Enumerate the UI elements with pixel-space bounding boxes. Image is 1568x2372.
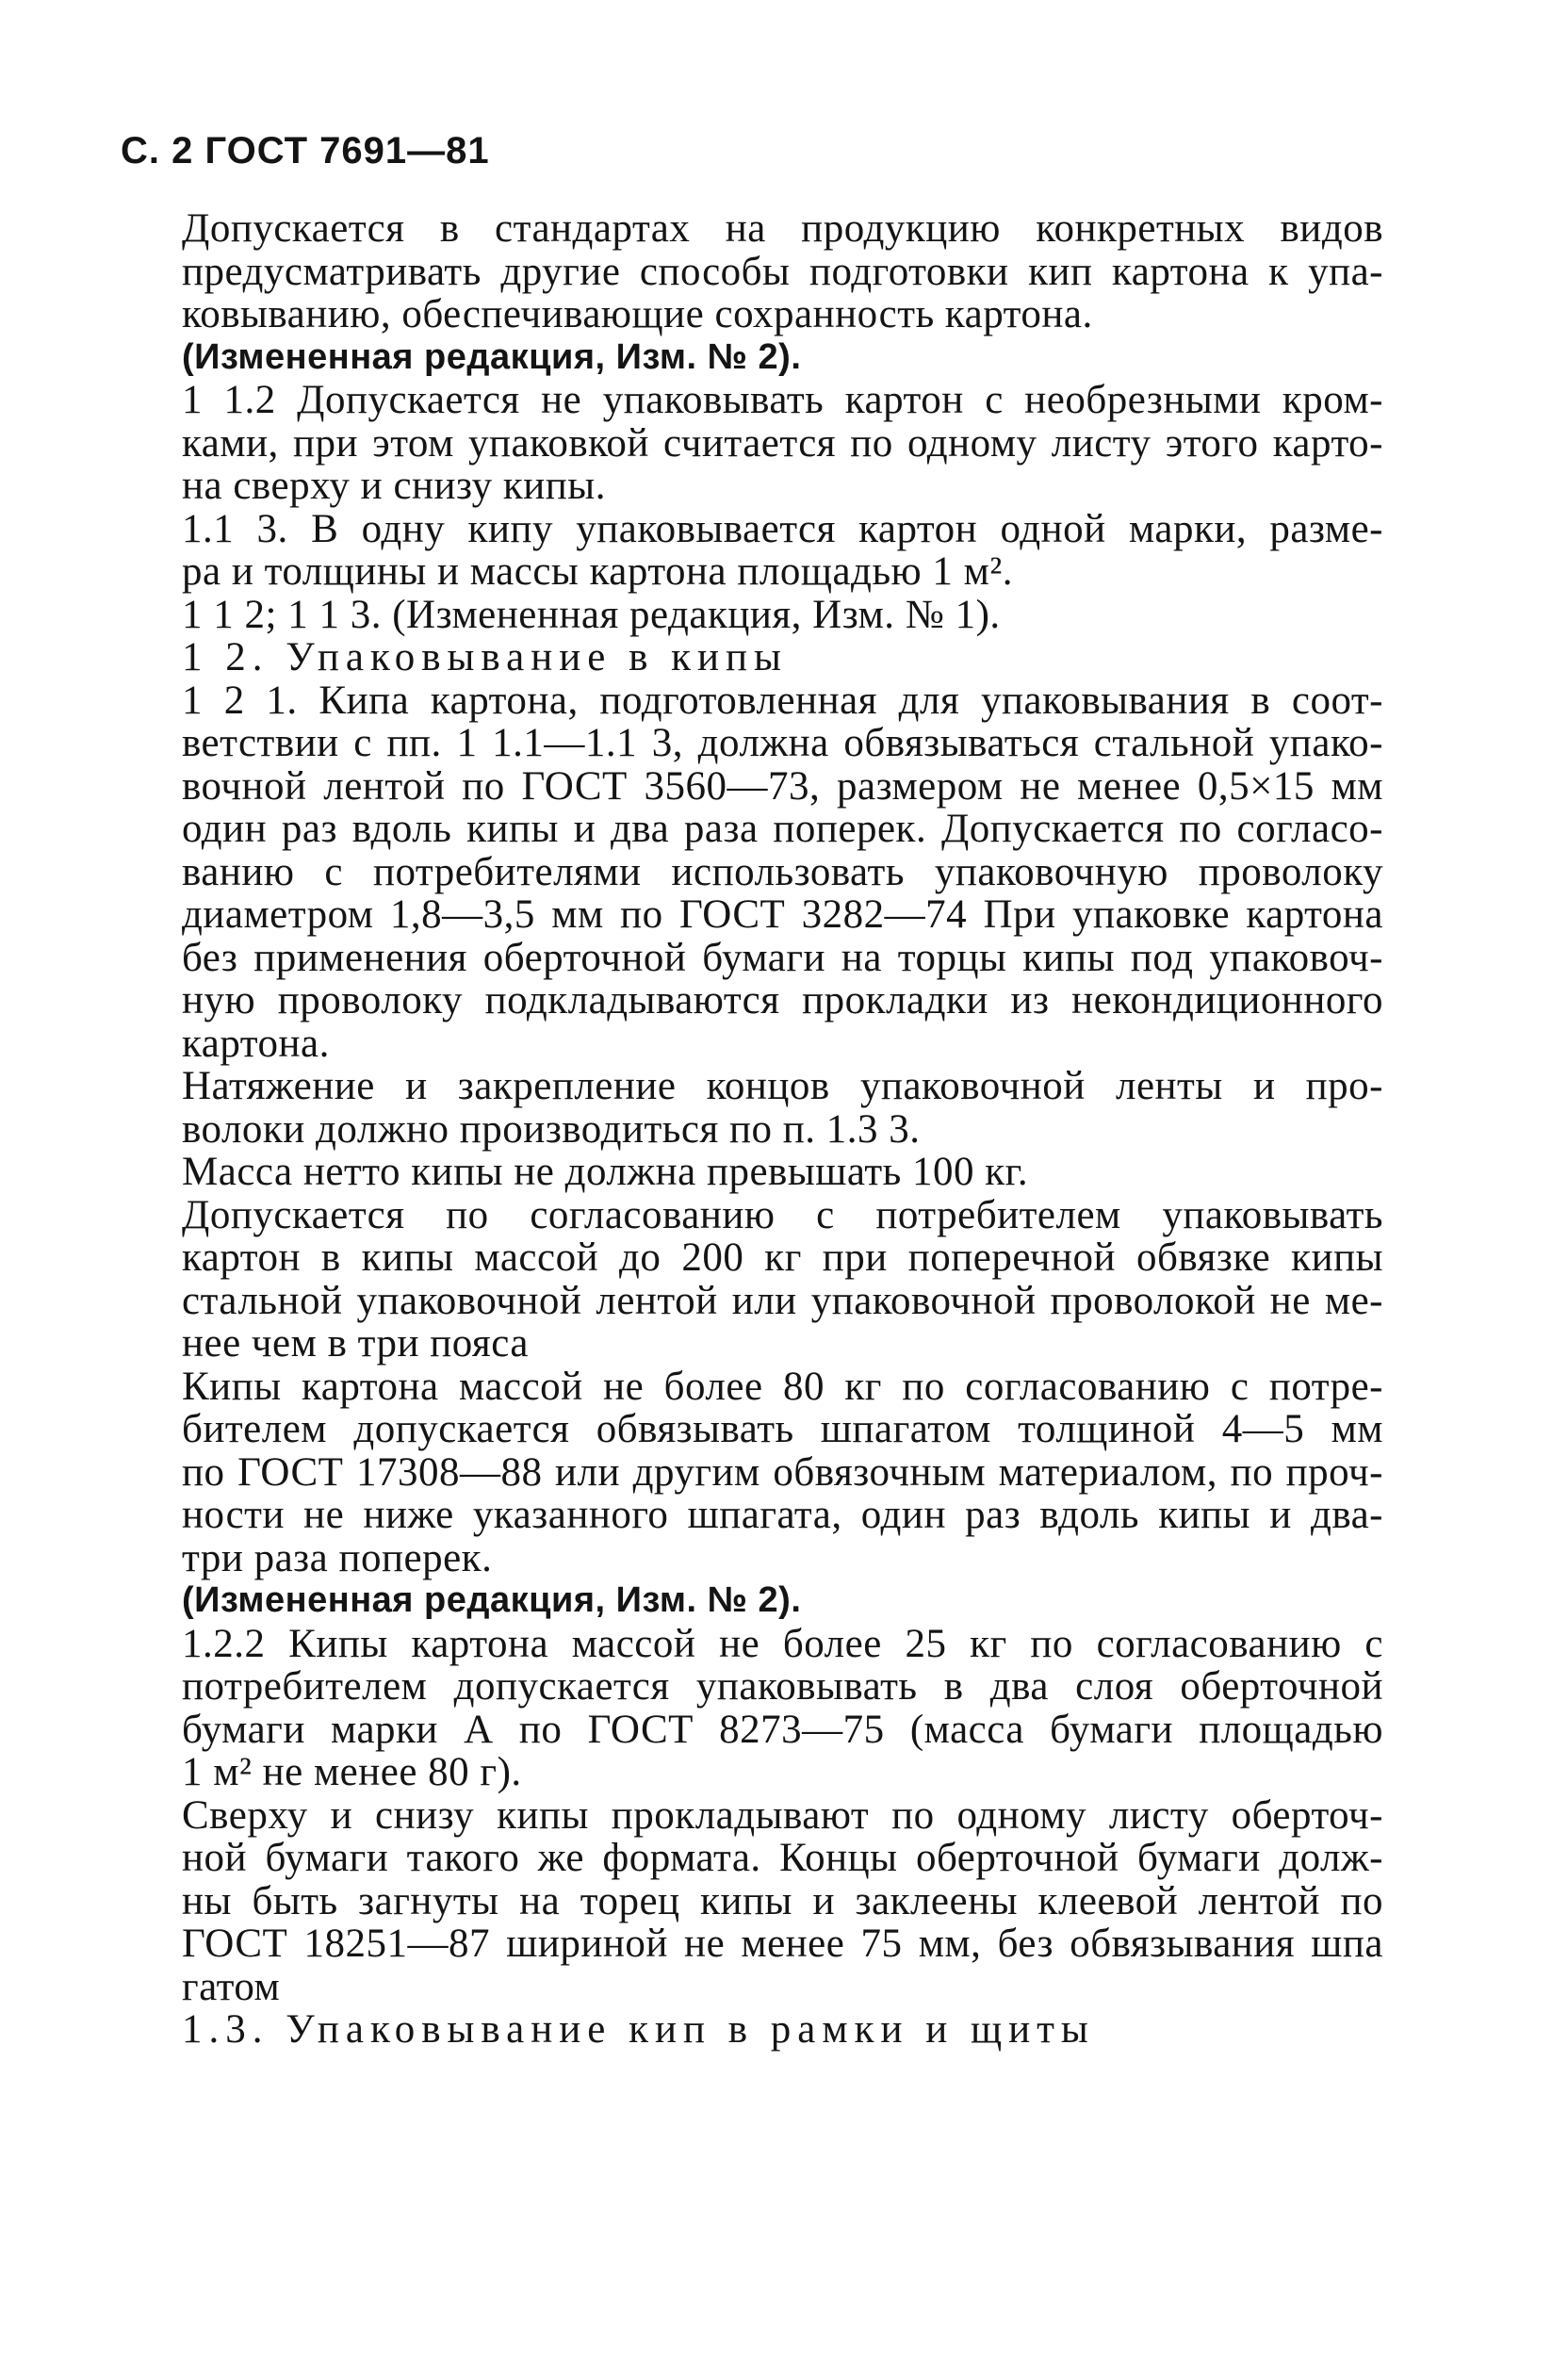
text-line: 1.2.2 Кипы картона массой не более 25 кг по согласованию с: [182, 1621, 1383, 1666]
text-line: 1 1 2; 1 1 3. (Измененная редакция, Изм. № 1).: [182, 592, 1001, 637]
text-line: бумаги марки А по ГОСТ 8273—75 (масса бумаги площадью: [182, 1707, 1383, 1752]
text-line: картона.: [182, 1021, 330, 1066]
text-line: один раз вдоль кипы и два раза поперек. Допускается по согласо-: [182, 807, 1383, 851]
text-line: 1.3. Упаковывание кип в рамки и щиты: [182, 2007, 1095, 2052]
paragraph: [182, 1151, 1383, 1194]
text-line: ности не ниже указанного шпагата, один раз вдоль кипы и два-: [182, 1493, 1383, 1537]
text-line: по ГОСТ 17308—88 или другим обвязочным материалом, по проч-: [182, 1449, 1383, 1495]
text-line: нее чем в три пояса: [182, 1321, 529, 1366]
paragraph: [182, 1623, 1383, 1794]
text-line: 1 2. Упаковывание в кипы: [182, 635, 788, 679]
text-line: ра и толщины и массы картона площадью 1 м².: [182, 549, 1014, 594]
text-line: 1 1.2 Допускается не упаковывать картон с необрезными кром-: [182, 378, 1383, 422]
text-line: гатом: [182, 1964, 281, 2009]
text-line: три раза поперек.: [182, 1535, 493, 1580]
text-line: Допускается по согласованию с потребителем упаковывать: [182, 1192, 1383, 1237]
paragraph: [182, 1579, 1383, 1623]
text-line: диаметром 1,8—3,5 мм по ГОСТ 3282—74 При упаковке картона: [182, 892, 1383, 937]
paragraph: [182, 2008, 1383, 2052]
text-line: Масса нетто кипы не должна превышать 100 кг.: [182, 1150, 1029, 1194]
paragraph: [182, 679, 1383, 1066]
paragraph: [182, 1794, 1383, 2009]
text-line: ветствии с пп. 1 1.1—1.1 3, должна обвязываться стальной упако-: [182, 721, 1383, 765]
text-line: потребителем допускается упаковывать в два слоя оберточной: [182, 1664, 1383, 1709]
text-line: 1.1 3. В одну кипу упаковывается картон одной марки, разме-: [182, 506, 1383, 551]
paragraph: [182, 336, 1383, 380]
text-line: волоки должно производиться по п. 1.3 3.: [182, 1106, 921, 1152]
text-line: без применения оберточной бумаги на торцы кипы под упаковоч-: [182, 935, 1383, 980]
paragraph: [182, 508, 1383, 594]
paragraph: [182, 1065, 1383, 1151]
text-line: ГОСТ 18251—87 шириной не менее 75 мм, без обвязывания шпа: [182, 1922, 1383, 1966]
text-line: ками, при этом упаковкой считается по одному листу этого карто-: [182, 420, 1383, 466]
paragraph: [182, 1366, 1383, 1580]
text-line: на сверху и снизу кипы.: [182, 464, 606, 508]
paragraph: [182, 636, 1383, 679]
text-line: Кипы картона массой не более 80 кг по согласованию с потре-: [182, 1364, 1383, 1409]
paragraph: [182, 594, 1383, 637]
text-line: ной бумаги такого же формата. Концы оберточной бумаги долж-: [182, 1836, 1383, 1880]
text-line: вочной лентой по ГОСТ 3560—73, размером не менее 0,5×15 мм: [182, 763, 1383, 809]
text-line: ковыванию, обеспечивающие сохранность картона.: [182, 292, 1093, 336]
text-line: ную проволоку подкладываются прокладки из некондиционного: [182, 978, 1383, 1022]
text-line: картон в кипы массой до 200 кг при поперечной обвязке кипы: [182, 1235, 1383, 1280]
text-line: (Измененная редакция, Изм. № 2).: [182, 336, 802, 377]
text-line: (Измененная редакция, Изм. № 2).: [182, 1580, 802, 1620]
paragraph: [182, 379, 1383, 508]
paragraph: [182, 207, 1383, 336]
text-line: Натяжение и закрепление концов упаковочной ленты и про-: [182, 1064, 1383, 1108]
page-header: С. 2 ГОСТ 7691—81: [121, 130, 490, 172]
text-line: Допускается в стандартах на продукцию конкретных видов: [182, 206, 1383, 251]
paragraph: [182, 1194, 1383, 1366]
text-line: ны быть загнуты на торец кипы и заклеены клеевой лентой по: [182, 1878, 1383, 1923]
text-line: предусматривать другие способы подготовки кип картона к упа-: [182, 249, 1383, 294]
text-line: Сверху и снизу кипы прокладывают по одному листу оберточ-: [182, 1792, 1383, 1838]
text-line: 1 м² не менее 80 г).: [182, 1750, 522, 1794]
document-body: [182, 207, 1383, 2052]
text-line: 1 2 1. Кипа картона, подготовленная для упаковывания в соот-: [182, 678, 1383, 723]
text-line: ванию с потребителями использовать упаковочную проволоку: [182, 849, 1383, 894]
text-line: бителем допускается обвязывать шпагатом толщиной 4—5 мм: [182, 1407, 1383, 1451]
text-line: стальной упаковочной лентой или упаковочной проволокой не ме-: [182, 1278, 1383, 1323]
